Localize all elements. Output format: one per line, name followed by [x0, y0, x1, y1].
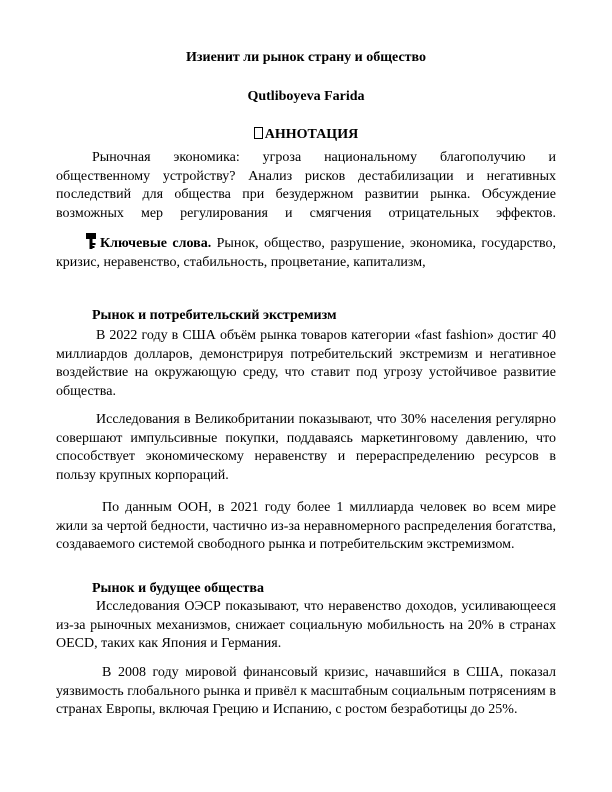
- annotation-heading: [0, 126, 612, 144]
- key-icon: [84, 232, 98, 250]
- annotation-text: Рыночная экономика: угроза национальному благополучию и общественному устройству? Анализ рисков дестабилизации и негативных последствий для общества при безудержном развитии рынка. Обсуждение возможных мер регулирования и смягчения отрицательных эффектов.: [56, 150, 556, 221]
- section1-paragraph-1: [56, 327, 556, 401]
- section2-paragraph-1: [56, 598, 556, 654]
- section1-paragraph-2: [56, 411, 556, 485]
- keywords-text: Рынок, общество, разрушение, экономика, государство, кризис, неравенство, стабильность, процветание, капитализм,: [56, 236, 556, 270]
- document-title: Изиенит ли рынок страну и общество: [185, 50, 427, 65]
- box-glyph-icon: [254, 127, 263, 139]
- keywords-label: Ключевые слова.: [100, 236, 212, 251]
- paragraph-text: Исследования ОЭСР показывают, что неравенство доходов, усиливающееся из-за рыночных механизмов, снижает социальную мобильность на 20% в странах OECD, таких как Япония и Германия.: [56, 599, 556, 652]
- paragraph-text: Исследования в Великобритании показывают, что 30% населения регулярно совершают импульсивные покупки, поддаваясь маркетинговому давлению, что способствует экономическому неравенству и перераспределению ресурсов в пользу крупных корпораций.: [56, 412, 556, 483]
- section-heading-future-of-society: Рынок и будущее общества: [92, 581, 264, 596]
- section1-paragraph-3: [56, 499, 556, 555]
- section-heading-consumer-extremism: Рынок и потребительский экстремизм: [92, 308, 337, 323]
- annotation-paragraph: [56, 149, 556, 223]
- paragraph-text: В 2008 году мировой финансовый кризис, начавшийся в США, показал уязвимость глобального рынка и привёл к масштабным социальным потрясениям в странах Европы, включая Грецию и Испанию, с ростом безработицы до 25%.: [56, 665, 556, 718]
- author-name: Qutliboyeva Farida: [247, 89, 365, 104]
- keywords-paragraph: [56, 232, 556, 272]
- annotation-heading-text: АННОТАЦИЯ: [264, 127, 359, 142]
- paragraph-text: По данным ООН, в 2021 году более 1 миллиарда человек во всем мире жили за чертой бедности, частично из-за неравномерного распределения богатства, создаваемого системой свободного рынка и потребительским экстремизмом.: [56, 500, 556, 553]
- section2-paragraph-2: [56, 664, 556, 720]
- paragraph-text: В 2022 году в США объём рынка товаров категории «fast fashion» достиг 40 миллиардов долларов, демонстрируя потребительский экстремизм и негативное воздействие на окружающую среду, что ставит под угрозу устойчивое развитие общества.: [56, 328, 556, 399]
